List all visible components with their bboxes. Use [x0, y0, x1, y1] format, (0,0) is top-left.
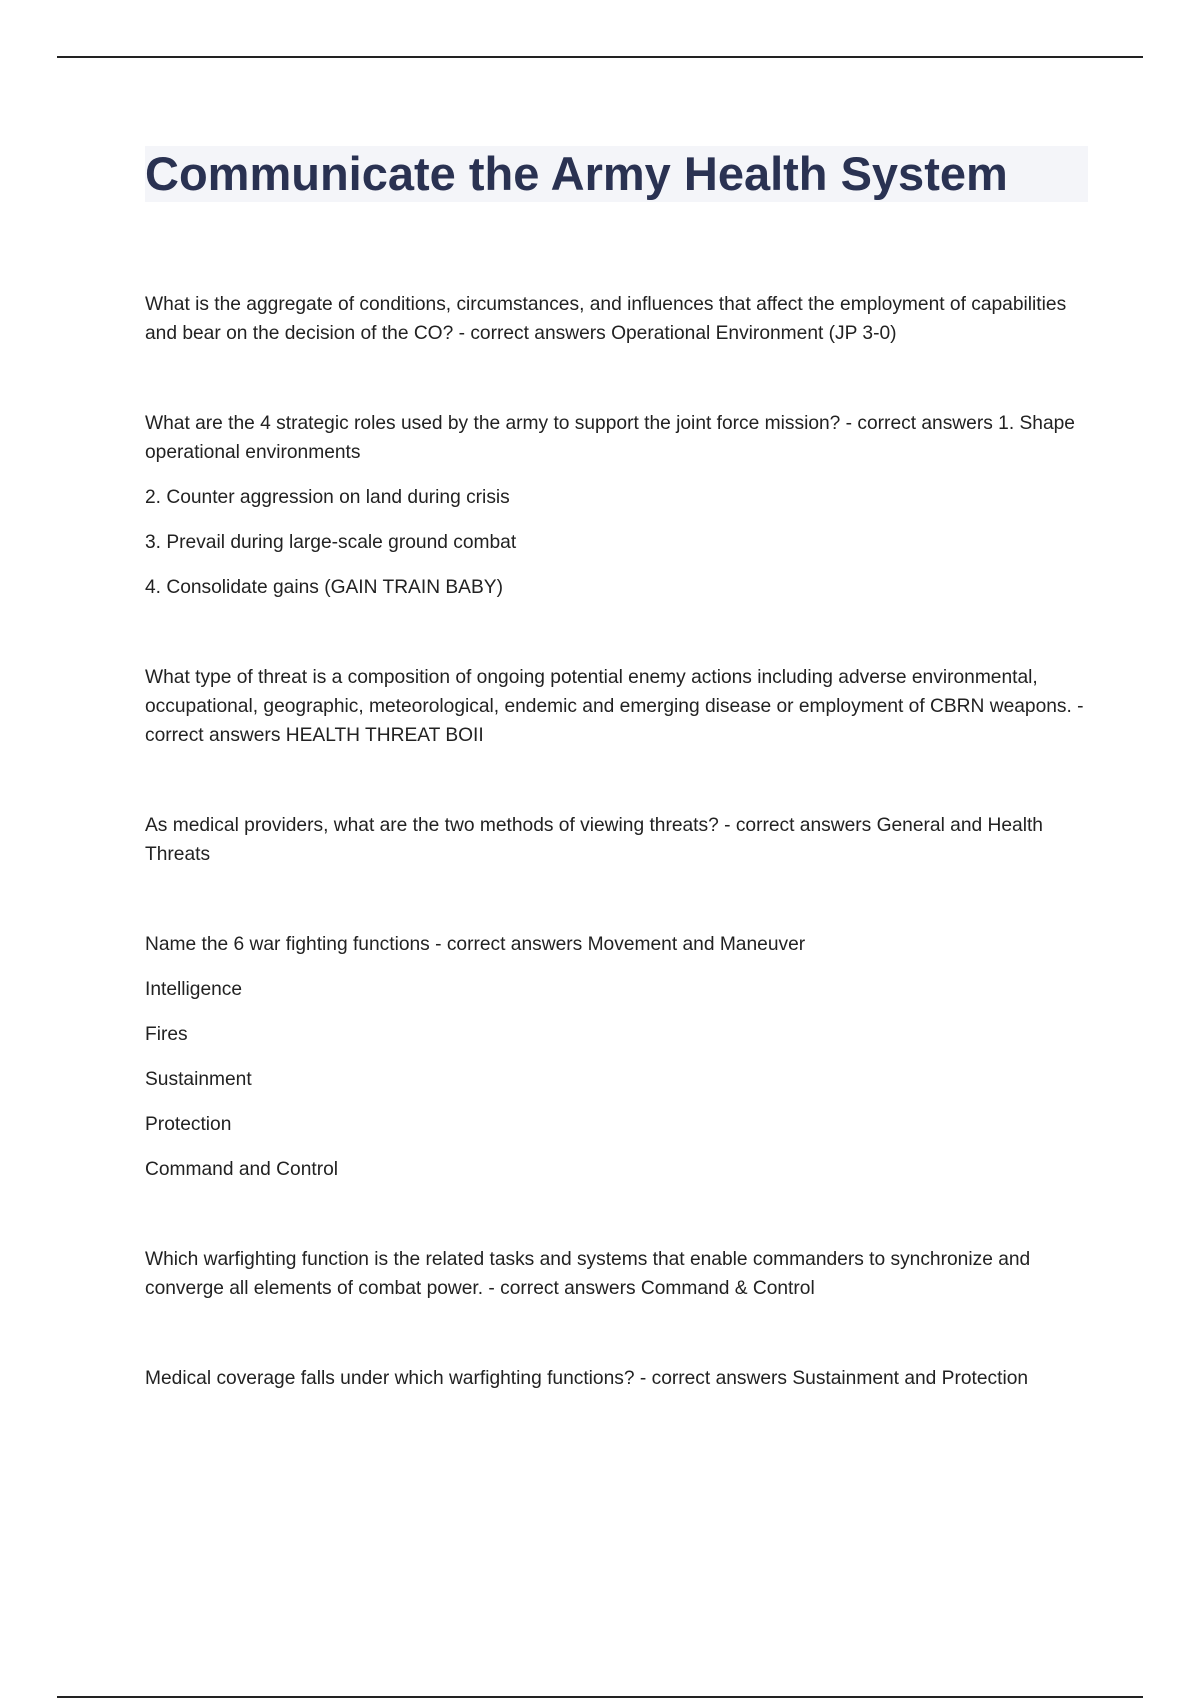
qa-extra-line: 4. Consolidate gains (GAIN TRAIN BABY) [145, 577, 503, 598]
qa-item [145, 1245, 1095, 1303]
bottom-rule [57, 1696, 1143, 1698]
qa-text: Name the 6 war fighting functions - correct answers Movement and Maneuver [145, 934, 806, 955]
qa-extra-line: Protection [145, 1114, 232, 1135]
qa-extra-line: Fires [145, 1024, 188, 1045]
qa-extra-line: Command and Control [145, 1159, 339, 1180]
qa-text: Medical coverage falls under which warfighting functions? - correct answers Sustainment and Protection [145, 1368, 1029, 1389]
qa-list [145, 290, 1095, 1393]
qa-text: Which warfighting function is the related tasks and systems that enable commanders to synchronize and converge all elements of combat power. - correct answers Command & Control [145, 1249, 1031, 1299]
qa-text: What are the 4 strategic roles used by the army to support the joint force mission? - correct answers 1. Shape operational environments [145, 413, 1075, 463]
page-title: Communicate the Army Health System [145, 147, 1008, 200]
qa-item [145, 290, 1095, 348]
top-rule [57, 56, 1143, 58]
qa-item [145, 663, 1095, 750]
qa-text: What is the aggregate of conditions, circumstances, and influences that affect the employment of capabilities and bear on the decision of the CO? - correct answers Operational Environment (JP 3-0) [145, 294, 1067, 344]
qa-item [145, 930, 1095, 1184]
qa-text: What type of threat is a composition of ongoing potential enemy actions including adverse environmental, occupational, geographic, meteorological, endemic and emerging disease or employment of CBRN weapons. - correct answers HEALTH THREAT BOII [145, 667, 1084, 746]
qa-item [145, 811, 1095, 869]
qa-item [145, 409, 1095, 602]
qa-extra-line: 2. Counter aggression on land during crisis [145, 487, 510, 508]
qa-extra-line: 3. Prevail during large-scale ground combat [145, 532, 517, 553]
qa-extra-line: Sustainment [145, 1069, 252, 1090]
qa-text: As medical providers, what are the two methods of viewing threats? - correct answers General and Health Threats [145, 815, 1043, 865]
qa-item [145, 1364, 1095, 1393]
qa-extra-line: Intelligence [145, 979, 243, 1000]
